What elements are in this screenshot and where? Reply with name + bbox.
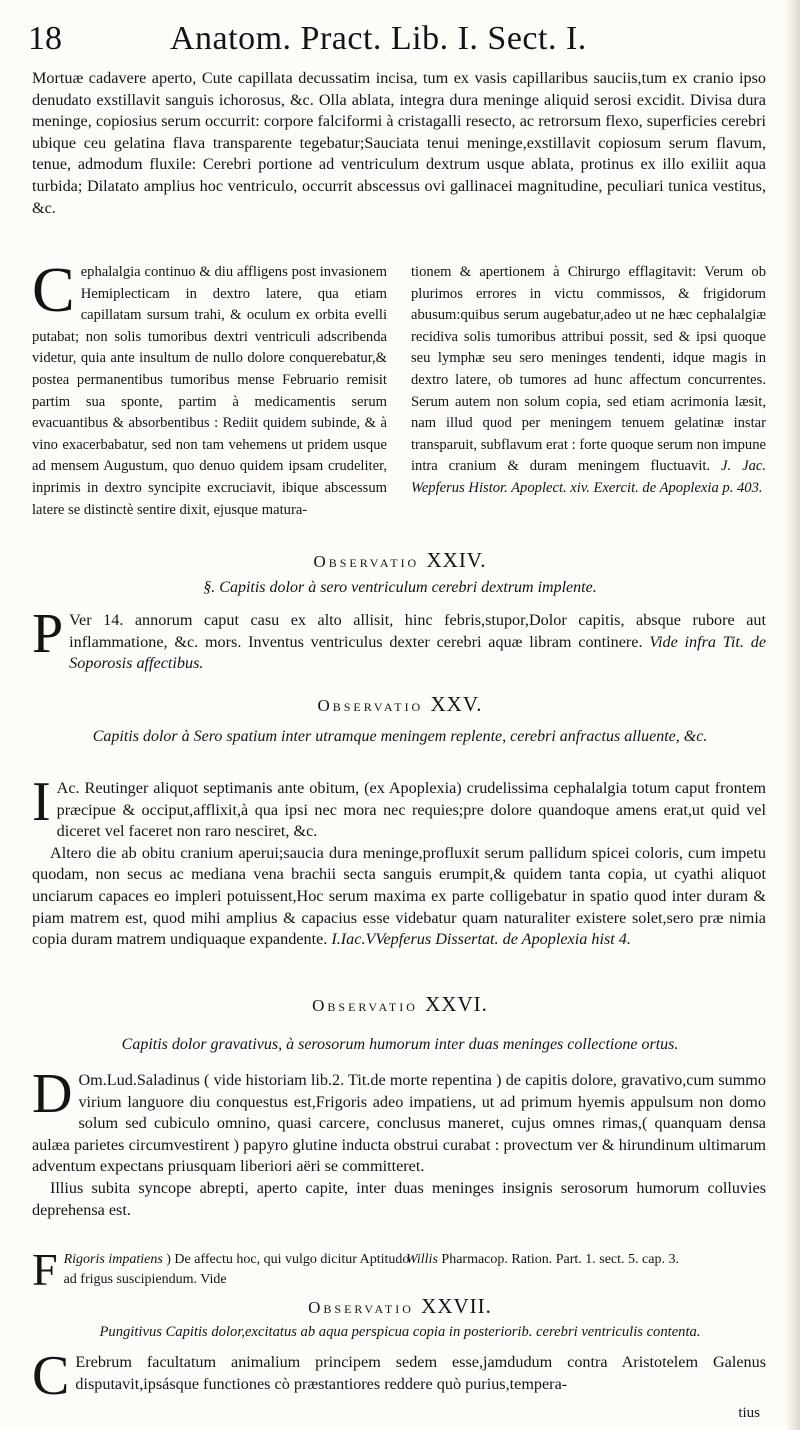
- intro-text: Mortuæ cadavere aperto, Cute capillata decussatim incisa, tum ex vasis capillaribus sauciis,tum ex cranio ipso denudato exstillavit sanguis ichorosus, &c. Olla ablata, integra dura meninge aliquid serosi excidit. Divisa dura meninge, copiosius serum occurrit: corpore falciformi à cristagalli resecto, ac retrorsum flexo, superficies cerebri ubique ceu gelatina flava transparente tegebatur;Sauciata tenui meninge,exstillavit copiosum serum flavum, tenue, admodum fluxile: Cerebri portione ad ventriculum dextrum usque ablata, protinus ex illo exiliit aqua turbida; Dilatato amplius hoc ventriculo, occurrit abscessus ovi gallinacei magnitudine, peculiari tunica vestitus, &c.: [32, 69, 766, 217]
- page-edge-shadow: [786, 0, 800, 1430]
- observation-26-heading: [0, 992, 800, 1017]
- drop-cap-c-2: C: [32, 1345, 70, 1407]
- footnote-left: [32, 1244, 412, 1295]
- page-header: [28, 18, 768, 66]
- observation-26-text-2: Illius subita syncope abrepti, aperto capite, inter duas meninges insignis serosorum humorum colluvies deprehensa est.: [32, 1178, 766, 1219]
- observation-24-reference: Vide infra Tit. de Soporosis affectibus.: [69, 632, 767, 673]
- observation-27-text: Erebrum facultatum animalium principem sedem esse,jamdudum contra Aristotelem Galenus disputavit,ipsásque functiones cò præstantiores reddere quò purius,tempera-: [75, 1353, 766, 1393]
- left-column-text: ephalalgia continuo & diu affligens post invasionem Hemiplecticam in dextro latere, qua etiam capillatam sursum trahi, & oculum ex orbita evelli putabat; non solis tumoribus dextri ventriculi adscribenda videtur, quia ante insultum de nullo dolore conquerebatur,& postea permanentibus tumoribus mense Februario remisit partim sua sponte, partim à medicamentis serum evacuantibus & absorbentibus : Rediit quidem subinde, & à vino exacerbabatur, sed non tam vehemens ut pridem usque ad mensem Augustum, quo denuo quidem ipsam crudeliter, inprimis in dextro syncipite excruciavit, ibique abscessum latere se distinctè sentire dixit, ejusque matura-: [32, 264, 387, 518]
- footnote: [32, 1244, 766, 1295]
- page-number: 18: [28, 20, 62, 57]
- footnote-right: [406, 1250, 766, 1270]
- observation-24-text: Ver 14. annorum caput casu ex alto allisit, hinc febris,stupor,Dolor capitis, absque rubore aut inflammatione, &c. mors. Inventus ventriculus dexter cerebri aquæ libram continere.: [69, 611, 766, 651]
- observation-24-subtitle: §. Capitis dolor à sero ventriculum cerebri dextrum implente.: [203, 579, 597, 596]
- observation-25-reference: I.Iac.VVepferus Dissertat. de Apoplexia hist 4.: [331, 930, 631, 949]
- observation-label: Observatio: [312, 996, 418, 1015]
- footnote-right-italic: Willis: [406, 1252, 438, 1267]
- observation-25-paragraph-2: [32, 843, 766, 951]
- observation-27-subtitle: Pungitivus Capitis dolor,excitatus ab aqua perspicua copia in posteriorib. cerebri ventriculis contenta.: [99, 1324, 701, 1340]
- observation-26-text-1: Om.Lud.Saladinus ( vide historiam lib.2. Tit.de morte repentina ) de capitis dolore, gravativo,cum summo virium languore diu conquestus est,Frigoris adeo impatiens, ut ad primum hyemis appulsum non domo solum sed cubiculo omnino, quasi carcere, conclusus maneret, cujus omnes rimas,( quanquam densa aulæa parietes circumvestirent ) papyro glutine inducta obstrui curabat : provectum ver & hirundinum ultimarum adventum expectans priusquam liberiori aëri se committeret.: [32, 1071, 766, 1176]
- right-column-text: tionem & apertionem à Chirurgo efflagitavit: Verum ob plurimos errores in victu commissos, & frigidorum abusum:quibus serum augebatur,adeo ut ne hæc cephalalgiæ recidiva solis tumoribus attribui possit, sed & ipsi quoque seu lymphæ seu sero meninges tendenti, idque magis in dextro latere, ob tumores ad hunc affectum concurrentes. Serum autem non solum copia, sed etiam acrimonia læsit, nam illud quod per meningem tenuem gelatinæ instar transparuit, subflavum erat : forte quoque serum non impune intra cranium & duram meningem fluctuavit.: [411, 264, 766, 475]
- observation-25-paragraph-1: [32, 771, 766, 843]
- observation-label: Observatio: [308, 1298, 414, 1317]
- right-column: [411, 262, 766, 521]
- observation-24-body: [32, 603, 767, 675]
- observation-25-text-2: Altero die ab obitu cranium aperui;saucia dura meninge,profluxit serum pallidum spicei coloris, cum impetu quodam, non secus ac mediana vena brachii secta sanguis erumpit,& quidem tanta copia, ut cyathi aliquot unciarum capaces eo impleri potuissent,Hoc serum maxima ex parte colligebatur in spatio quod inter duram & piam matrem est, quod mihi amplius & capacius esse videbatur quam naturaliter existere solet,sero præ nimia copia duram matrem undiquaque expandente.: [32, 843, 766, 949]
- intro-paragraph: [32, 68, 766, 219]
- footnote-right-text: Pharmacop. Ration. Part. 1. sect. 5. cap. 3.: [441, 1252, 679, 1267]
- observation-25-body: [32, 771, 766, 951]
- footnote-left-italic: Rigoris impatiens: [63, 1252, 163, 1267]
- catchword: tius: [738, 1405, 760, 1421]
- footnote-left-text: ) De affectu hoc, qui vulgo dicitur Aptitudo ad frigus suscipiendum. Vide: [63, 1252, 410, 1287]
- observation-number: XXVI.: [425, 992, 488, 1016]
- observation-number: XXIV.: [426, 548, 487, 572]
- observation-label: Observatio: [313, 552, 420, 571]
- observation-number: XXV.: [430, 692, 483, 716]
- two-column-section: [32, 254, 766, 521]
- drop-cap-f: F: [32, 1244, 58, 1295]
- observation-27-heading: [0, 1294, 800, 1319]
- observation-26-body: [32, 1063, 766, 1221]
- observation-25-heading: [0, 692, 800, 717]
- observation-26-paragraph-1: [32, 1063, 766, 1178]
- observation-26-paragraph-2: [32, 1178, 766, 1221]
- drop-cap-c: C: [32, 254, 75, 325]
- observation-label: Observatio: [317, 696, 424, 715]
- observation-25-subtitle: Capitis dolor à Sero spatium inter utramque meningem replente, cerebri anfractus alluente, &c.: [92, 728, 708, 745]
- drop-cap-p: P: [32, 603, 64, 665]
- left-column: [32, 254, 387, 521]
- observation-24-heading: [0, 548, 800, 573]
- wepfer-reference: J. Jac. Wepferus Histor. Apoplect. xiv. Exercit. de Apoplexia p. 403.: [411, 458, 766, 496]
- observation-27-body: [32, 1345, 766, 1407]
- drop-cap-d: D: [32, 1063, 73, 1125]
- observation-25-text-1: Ac. Reutinger aliquot septimanis ante obitum, (ex Apoplexia) crudelissima cephalalgia totum caput frontem præcipue & occiput,afflixit,à qua ipsi nec mora nec requies;pre dolore quandoque amens erat,ut quid vel diceret vel faceret non raro nesciret, &c.: [56, 779, 766, 841]
- drop-cap-i: I: [32, 771, 51, 833]
- observation-number: XXVII.: [421, 1294, 492, 1318]
- observation-26-subtitle: Capitis dolor gravativus, à serosorum humorum inter duas meninges collectione ortus.: [121, 1036, 679, 1053]
- running-title: Anatom. Pract. Lib. I. Sect. I.: [170, 20, 587, 57]
